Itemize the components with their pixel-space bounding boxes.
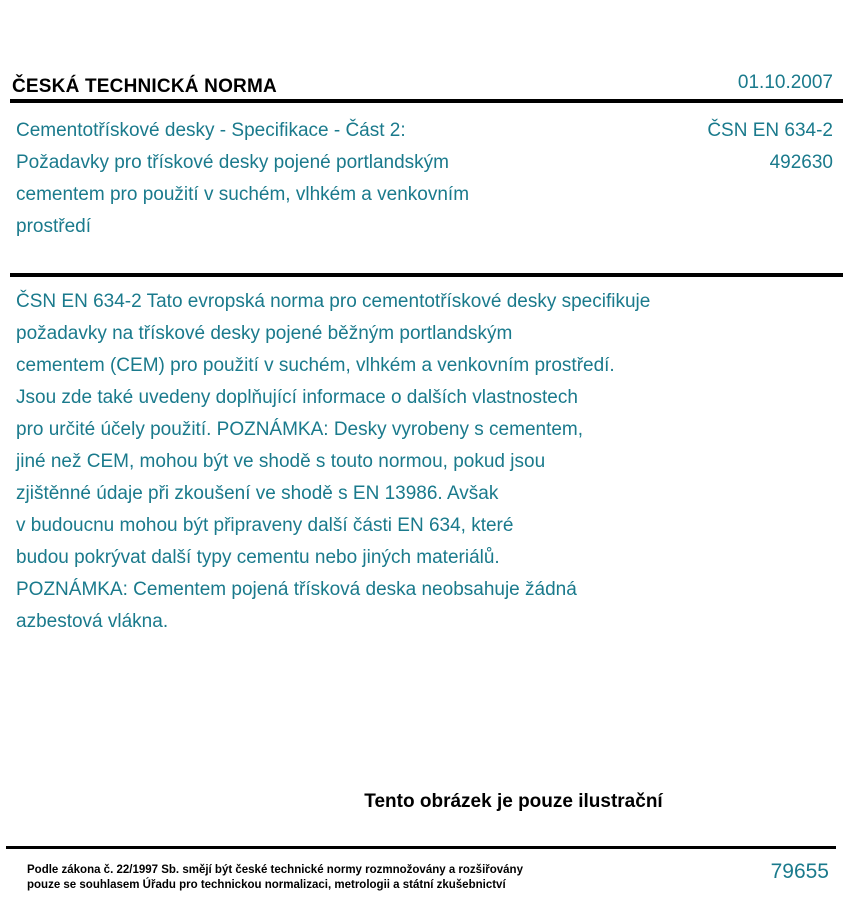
illustration-notice: Tento obrázek je pouze ilustrační xyxy=(364,791,663,812)
document-number: 79655 xyxy=(770,860,829,883)
document-type-title: ČESKÁ TECHNICKÁ NORMA xyxy=(12,76,277,97)
legal-notice: Podle zákona č. 22/1997 Sb. smějí být české technické normy rozmnožovány a rozšiřovány pouze se souhlasem Úřadu pro technickou normalizaci, metrologii a státní zkušebnictví xyxy=(27,864,523,891)
standard-subject: Cementotřískové desky - Specifikace - Část 2: Požadavky pro třískové desky pojené portlandským cementem pro použití v suchém, vlhkém a venkovním prostředí xyxy=(16,120,470,237)
publication-date: 01.10.2007 xyxy=(737,72,833,93)
standard-code: ČSN EN 634-2 xyxy=(707,120,833,141)
standard-codes xyxy=(707,115,833,179)
footer-divider xyxy=(6,846,836,849)
abstract-text: ČSN EN 634-2 Tato evropská norma pro cementotřískové desky specifikuje požadavky na třískové desky pojené běžným portlandským cementem (CEM) pro použití v suchém, vlhkém a venkovním prostředí. Jsou zde také uvedeny doplňující informace o dalších vlastnostech pro určité účely použití. POZNÁMKA: Desky vyrobeny s cementem, jiné než CEM, mohou být ve shodě s touto normou, pokud jsou zjištěnné údaje při zkoušení ve shodě s EN 13986. Avšak v budoucnu mohou být připraveny další části EN 634, které budou pokrývat další typy cementu nebo jiných materiálů. POZNÁMKA: Cementem pojená třísková deska neobsahuje žádná azbestová vlákna. xyxy=(16,291,651,632)
section-divider xyxy=(10,273,843,277)
header-divider xyxy=(10,99,843,103)
class-number: 492630 xyxy=(769,152,833,173)
